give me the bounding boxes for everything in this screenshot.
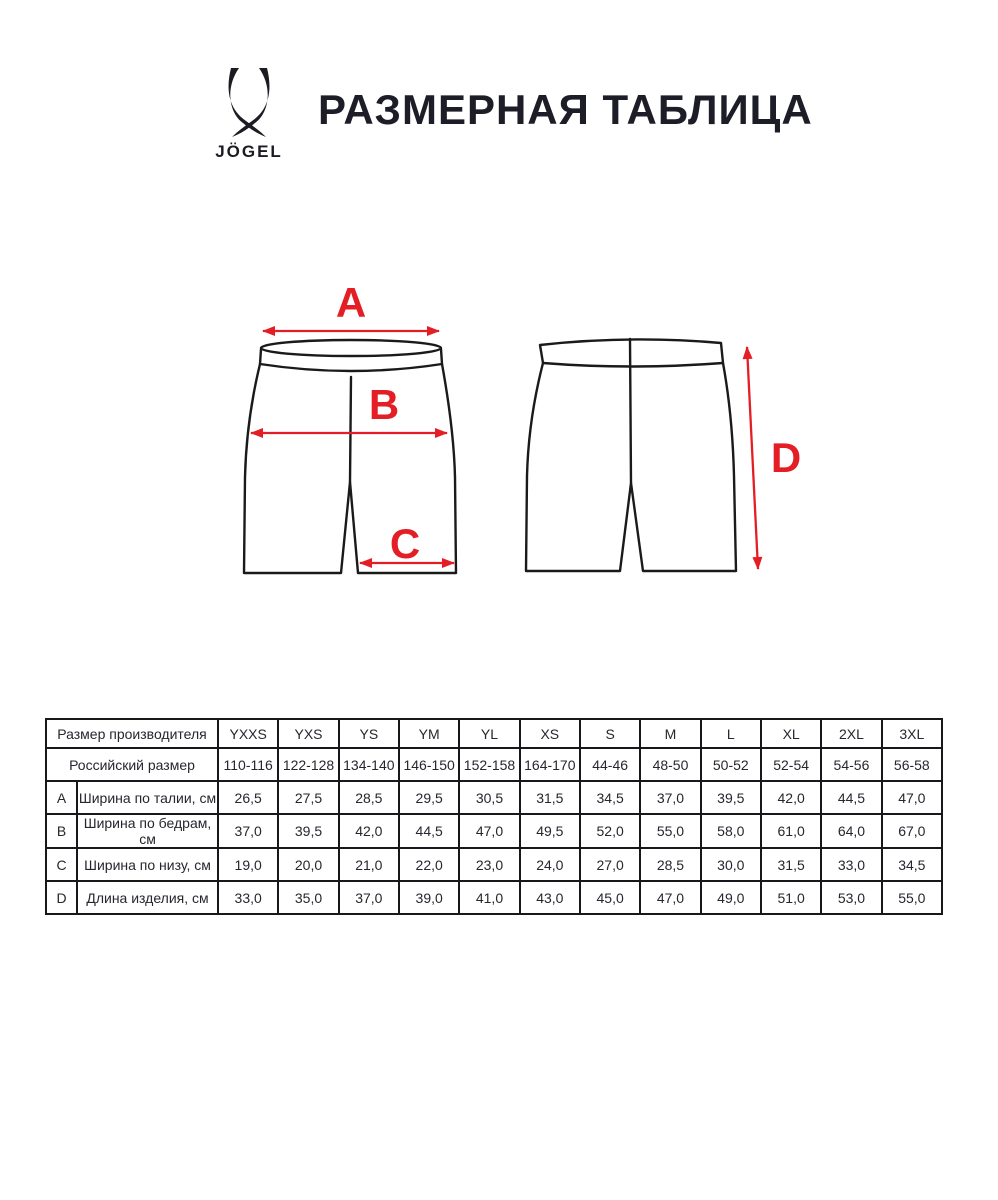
- russian-size-cell: 50-52: [701, 748, 761, 781]
- size-value-cell: 28,5: [339, 781, 399, 814]
- russian-size-cell: 54-56: [821, 748, 881, 781]
- size-value-cell: 29,5: [399, 781, 459, 814]
- measure-letter-cell: D: [46, 881, 77, 914]
- russian-size-header: Российский размер: [46, 748, 218, 781]
- russian-size-cell: 164-170: [520, 748, 580, 781]
- size-code-cell: XS: [520, 719, 580, 748]
- size-value-cell: 44,5: [821, 781, 881, 814]
- size-value-cell: 42,0: [761, 781, 821, 814]
- size-value-cell: 55,0: [640, 814, 700, 848]
- size-value-cell: 34,5: [580, 781, 640, 814]
- russian-size-cell: 52-54: [761, 748, 821, 781]
- size-value-cell: 37,0: [218, 814, 278, 848]
- measure-name-cell: Длина изделия, см: [77, 881, 218, 914]
- size-code-cell: S: [580, 719, 640, 748]
- measure-label-b: B: [368, 381, 400, 428]
- russian-size-cell: 56-58: [882, 748, 942, 781]
- size-code-cell: M: [640, 719, 700, 748]
- table-row-hip-width: [46, 814, 942, 848]
- size-value-cell: 49,0: [701, 881, 761, 914]
- size-value-cell: 53,0: [821, 881, 881, 914]
- size-value-cell: 41,0: [459, 881, 519, 914]
- size-value-cell: 22,0: [399, 848, 459, 881]
- size-value-cell: 49,5: [520, 814, 580, 848]
- measure-label-c: C: [389, 520, 421, 567]
- size-value-cell: 52,0: [580, 814, 640, 848]
- measure-label-d: D: [770, 434, 802, 481]
- size-table: [45, 718, 943, 915]
- table-row-russian-sizes: [46, 748, 942, 781]
- size-code-cell: 3XL: [882, 719, 942, 748]
- size-code-cell: YXS: [278, 719, 338, 748]
- size-value-cell: 47,0: [882, 781, 942, 814]
- size-value-cell: 47,0: [459, 814, 519, 848]
- measure-name-cell: Ширина по низу, см: [77, 848, 218, 881]
- measure-name-cell: Ширина по талии, см: [77, 781, 218, 814]
- size-value-cell: 43,0: [520, 881, 580, 914]
- size-value-cell: 31,5: [520, 781, 580, 814]
- size-code-cell: L: [701, 719, 761, 748]
- page-title: РАЗМЕРНАЯ ТАБЛИЦА: [318, 86, 813, 133]
- size-value-cell: 47,0: [640, 881, 700, 914]
- shorts-back-outline: [526, 339, 736, 571]
- table-row-waist-width: [46, 781, 942, 814]
- size-code-cell: YM: [399, 719, 459, 748]
- measure-label-a: A: [335, 279, 367, 326]
- size-value-cell: 39,0: [399, 881, 459, 914]
- size-code-cell: YXXS: [218, 719, 278, 748]
- size-value-cell: 39,5: [701, 781, 761, 814]
- size-value-cell: 37,0: [339, 881, 399, 914]
- measure-arrow-d: [747, 347, 758, 569]
- table-row-manufacturer-sizes: [46, 719, 942, 748]
- shorts-front-outline: [244, 340, 456, 573]
- size-value-cell: 34,5: [882, 848, 942, 881]
- size-value-cell: 35,0: [278, 881, 338, 914]
- measure-name-cell: Ширина по бедрам, см: [77, 814, 218, 848]
- size-value-cell: 33,0: [821, 848, 881, 881]
- size-code-cell: XL: [761, 719, 821, 748]
- brand-name: JÖGEL: [215, 142, 283, 161]
- size-value-cell: 27,0: [580, 848, 640, 881]
- size-value-cell: 20,0: [278, 848, 338, 881]
- size-value-cell: 45,0: [580, 881, 640, 914]
- russian-size-cell: 44-46: [580, 748, 640, 781]
- size-value-cell: 51,0: [761, 881, 821, 914]
- size-value-cell: 30,5: [459, 781, 519, 814]
- size-value-cell: 23,0: [459, 848, 519, 881]
- manufacturer-size-header: Размер производителя: [46, 719, 218, 748]
- size-value-cell: 64,0: [821, 814, 881, 848]
- russian-size-cell: 110-116: [218, 748, 278, 781]
- size-code-cell: 2XL: [821, 719, 881, 748]
- size-value-cell: 42,0: [339, 814, 399, 848]
- size-code-cell: YS: [339, 719, 399, 748]
- size-table-container: [45, 718, 943, 915]
- size-value-cell: 24,0: [520, 848, 580, 881]
- size-value-cell: 21,0: [339, 848, 399, 881]
- russian-size-cell: 122-128: [278, 748, 338, 781]
- size-value-cell: 55,0: [882, 881, 942, 914]
- size-value-cell: 37,0: [640, 781, 700, 814]
- size-value-cell: 30,0: [701, 848, 761, 881]
- size-value-cell: 61,0: [761, 814, 821, 848]
- size-value-cell: 31,5: [761, 848, 821, 881]
- size-value-cell: 27,5: [278, 781, 338, 814]
- size-value-cell: 28,5: [640, 848, 700, 881]
- size-value-cell: 67,0: [882, 814, 942, 848]
- size-value-cell: 58,0: [701, 814, 761, 848]
- russian-size-cell: 146-150: [399, 748, 459, 781]
- russian-size-cell: 152-158: [459, 748, 519, 781]
- front-center-seam: [350, 377, 351, 482]
- size-value-cell: 19,0: [218, 848, 278, 881]
- size-value-cell: 26,5: [218, 781, 278, 814]
- back-center-seam: [630, 339, 631, 483]
- table-row-item-length: [46, 881, 942, 914]
- table-row-bottom-width: [46, 848, 942, 881]
- measure-letter-cell: B: [46, 814, 77, 848]
- size-code-cell: YL: [459, 719, 519, 748]
- size-value-cell: 33,0: [218, 881, 278, 914]
- size-value-cell: 39,5: [278, 814, 338, 848]
- size-value-cell: 44,5: [399, 814, 459, 848]
- russian-size-cell: 48-50: [640, 748, 700, 781]
- measure-letter-cell: A: [46, 781, 77, 814]
- russian-size-cell: 134-140: [339, 748, 399, 781]
- measure-letter-cell: C: [46, 848, 77, 881]
